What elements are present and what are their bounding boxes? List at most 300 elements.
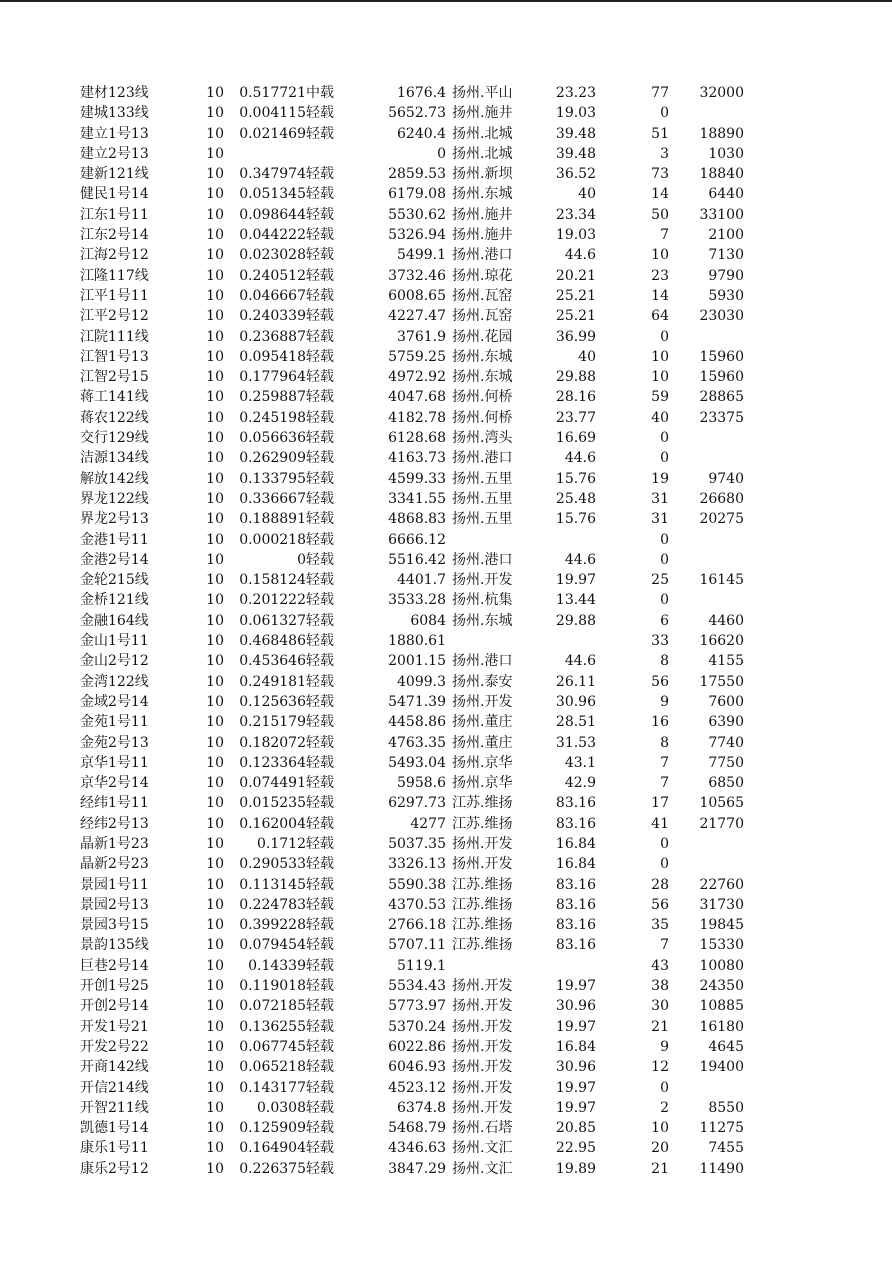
cell-line-name: 金苑1号11 — [80, 714, 149, 731]
cell-substation: 扬州.开发 — [452, 835, 513, 852]
table-row — [0, 834, 892, 854]
cell-amount: 11490 — [699, 1160, 744, 1177]
cell-load-rate: 0.125636 — [239, 693, 306, 710]
table-row — [0, 205, 892, 225]
table-row — [0, 245, 892, 265]
cell-line-name: 金港2号14 — [80, 551, 149, 568]
cell-line-name: 康乐1号11 — [80, 1140, 149, 1157]
cell-load-rate: 0.226375 — [239, 1160, 306, 1177]
cell-distance: 19.97 — [555, 1079, 596, 1096]
cell-capacity: 4763.35 — [388, 734, 446, 751]
cell-voltage: 10 — [206, 673, 224, 690]
cell-count: 17 — [651, 795, 669, 812]
cell-voltage: 10 — [206, 714, 224, 731]
cell-substation: 扬州.开发 — [452, 856, 513, 873]
cell-load-level: 轻载 — [306, 653, 334, 670]
cell-line-name: 晶新1号23 — [80, 835, 149, 852]
cell-distance: 23.23 — [555, 85, 596, 101]
cell-amount: 10565 — [699, 795, 744, 812]
cell-amount: 23375 — [699, 409, 744, 426]
cell-amount: 23030 — [699, 308, 744, 325]
cell-amount: 15330 — [699, 937, 744, 954]
cell-capacity: 5370.24 — [388, 1018, 446, 1035]
cell-load-level: 轻载 — [306, 775, 334, 792]
cell-amount: 10080 — [699, 957, 744, 974]
cell-load-rate: 0.044222 — [239, 227, 306, 244]
cell-substation: 扬州.施井 — [452, 206, 513, 223]
cell-load-rate: 0.347974 — [239, 166, 306, 183]
cell-capacity: 4047.68 — [388, 389, 446, 406]
cell-distance: 30.96 — [555, 1059, 596, 1076]
table-row — [0, 530, 892, 550]
table-row — [0, 895, 892, 915]
table-row — [0, 854, 892, 874]
table-row — [0, 428, 892, 448]
cell-distance: 20.85 — [555, 1120, 596, 1137]
cell-count: 7 — [660, 775, 669, 792]
table-row — [0, 672, 892, 692]
cell-capacity: 5499.1 — [397, 247, 446, 264]
cell-distance: 16.69 — [555, 430, 596, 447]
cell-distance: 83.16 — [555, 876, 596, 893]
cell-distance: 30.96 — [555, 693, 596, 710]
cell-capacity: 3732.46 — [388, 267, 446, 284]
cell-load-level: 轻载 — [306, 450, 334, 467]
cell-line-name: 健民1号14 — [80, 186, 149, 203]
cell-count: 20 — [651, 1140, 669, 1157]
cell-substation: 扬州.京华 — [452, 775, 513, 792]
cell-capacity: 6666.12 — [388, 531, 446, 548]
cell-amount: 31730 — [699, 896, 744, 913]
cell-load-rate: 0.399228 — [239, 917, 306, 934]
cell-voltage: 10 — [206, 430, 224, 447]
cell-voltage: 10 — [206, 247, 224, 264]
cell-distance: 15.76 — [555, 511, 596, 528]
cell-voltage: 10 — [206, 348, 224, 365]
cell-count: 43 — [651, 957, 669, 974]
cell-load-rate: 0.061327 — [239, 612, 306, 629]
cell-load-level: 轻载 — [306, 1099, 334, 1116]
cell-amount: 8550 — [708, 1099, 744, 1116]
cell-load-level: 轻载 — [306, 714, 334, 731]
table-row — [0, 814, 892, 834]
table-row — [0, 1078, 892, 1098]
cell-substation: 扬州.北城 — [452, 145, 513, 162]
cell-distance: 44.6 — [564, 247, 596, 264]
cell-count: 8 — [660, 653, 669, 670]
cell-capacity: 5958.6 — [397, 775, 446, 792]
cell-line-name: 京华2号14 — [80, 775, 149, 792]
cell-count: 0 — [660, 856, 669, 873]
cell-load-level: 轻载 — [306, 1120, 334, 1137]
cell-load-rate: 0.056636 — [239, 430, 306, 447]
cell-count: 9 — [660, 1038, 669, 1055]
cell-voltage: 10 — [206, 85, 224, 101]
cell-load-level: 轻载 — [306, 998, 334, 1015]
cell-load-rate: 0.065218 — [239, 1059, 306, 1076]
cell-amount: 28865 — [699, 389, 744, 406]
cell-capacity: 6084 — [410, 612, 446, 629]
cell-load-level: 轻载 — [306, 734, 334, 751]
cell-distance: 36.52 — [555, 166, 596, 183]
cell-capacity: 4346.63 — [388, 1140, 446, 1157]
cell-load-rate: 0.245198 — [239, 409, 306, 426]
cell-line-name: 建立1号13 — [80, 125, 149, 142]
cell-amount: 16620 — [699, 633, 744, 650]
cell-count: 14 — [651, 287, 669, 304]
table-row — [0, 144, 892, 164]
cell-distance: 23.77 — [555, 409, 596, 426]
table-row — [0, 103, 892, 123]
cell-count: 0 — [660, 592, 669, 609]
cell-line-name: 凯德1号14 — [80, 1120, 149, 1137]
cell-voltage: 10 — [206, 957, 224, 974]
cell-distance: 83.16 — [555, 917, 596, 934]
cell-capacity: 6046.93 — [388, 1059, 446, 1076]
cell-capacity: 5707.11 — [388, 937, 446, 954]
cell-voltage: 10 — [206, 572, 224, 589]
cell-count: 0 — [660, 450, 669, 467]
cell-load-rate: 0.14339 — [248, 957, 306, 974]
table-row — [0, 875, 892, 895]
cell-voltage: 10 — [206, 125, 224, 142]
cell-load-level: 轻载 — [306, 470, 334, 487]
table-row — [0, 935, 892, 955]
table-row — [0, 956, 892, 976]
cell-count: 7 — [660, 754, 669, 771]
cell-amount: 16145 — [699, 572, 744, 589]
table-row — [0, 306, 892, 326]
cell-capacity: 5534.43 — [388, 978, 446, 995]
cell-count: 21 — [651, 1018, 669, 1035]
table-row — [0, 915, 892, 935]
cell-capacity: 4523.12 — [388, 1079, 446, 1096]
cell-substation: 江苏.维扬 — [452, 896, 513, 913]
cell-capacity: 2001.15 — [388, 653, 446, 670]
cell-capacity: 4868.83 — [388, 511, 446, 528]
cell-amount: 19400 — [699, 1059, 744, 1076]
cell-distance: 28.16 — [555, 389, 596, 406]
cell-substation: 扬州.东城 — [452, 348, 513, 365]
cell-count: 12 — [651, 1059, 669, 1076]
cell-count: 10 — [651, 369, 669, 386]
cell-distance: 40 — [578, 186, 596, 203]
cell-voltage: 10 — [206, 1059, 224, 1076]
table-row — [0, 408, 892, 428]
cell-voltage: 10 — [206, 937, 224, 954]
cell-substation: 扬州.五里 — [452, 511, 513, 528]
cell-load-level: 轻载 — [306, 369, 334, 386]
cell-line-name: 江东2号14 — [80, 227, 149, 244]
cell-substation: 扬州.施井 — [452, 105, 513, 122]
cell-count: 40 — [651, 409, 669, 426]
cell-substation: 扬州.平山 — [452, 85, 513, 101]
cell-load-rate: 0.259887 — [239, 389, 306, 406]
cell-distance: 29.88 — [555, 612, 596, 629]
cell-substation: 扬州.文汇 — [452, 1160, 513, 1177]
cell-line-name: 金融164线 — [80, 612, 149, 629]
cell-load-level: 轻载 — [306, 308, 334, 325]
cell-capacity: 2766.18 — [388, 917, 446, 934]
cell-load-rate: 0.224783 — [239, 896, 306, 913]
cell-voltage: 10 — [206, 227, 224, 244]
cell-voltage: 10 — [206, 795, 224, 812]
cell-load-rate: 0.067745 — [239, 1038, 306, 1055]
cell-substation: 扬州.开发 — [452, 1018, 513, 1035]
cell-substation: 扬州.石塔 — [452, 1120, 513, 1137]
cell-distance: 25.48 — [555, 490, 596, 507]
table-row — [0, 976, 892, 996]
cell-line-name: 江隆117线 — [80, 267, 149, 284]
cell-distance: 19.03 — [555, 105, 596, 122]
cell-line-name: 洁源134线 — [80, 450, 149, 467]
cell-line-name: 交行129线 — [80, 430, 149, 447]
cell-voltage: 10 — [206, 592, 224, 609]
cell-distance: 29.88 — [555, 369, 596, 386]
cell-line-name: 江平1号11 — [80, 287, 149, 304]
cell-count: 10 — [651, 247, 669, 264]
cell-distance: 19.97 — [555, 978, 596, 995]
cell-line-name: 建材123线 — [80, 85, 149, 101]
cell-load-rate: 0.113145 — [239, 876, 306, 893]
cell-voltage: 10 — [206, 1120, 224, 1137]
cell-substation: 扬州.花园 — [452, 328, 513, 345]
cell-voltage: 10 — [206, 369, 224, 386]
cell-count: 0 — [660, 328, 669, 345]
cell-voltage: 10 — [206, 551, 224, 568]
cell-load-rate: 0.262909 — [239, 450, 306, 467]
cell-count: 35 — [651, 917, 669, 934]
cell-line-name: 金域2号14 — [80, 693, 149, 710]
cell-count: 8 — [660, 734, 669, 751]
cell-load-level: 轻载 — [306, 572, 334, 589]
cell-substation: 扬州.瓦窑 — [452, 308, 513, 325]
cell-amount: 9740 — [708, 470, 744, 487]
cell-capacity: 5037.35 — [388, 835, 446, 852]
cell-load-level: 轻载 — [306, 348, 334, 365]
cell-count: 6 — [660, 612, 669, 629]
cell-amount: 6440 — [708, 186, 744, 203]
cell-line-name: 景园2号13 — [80, 896, 149, 913]
cell-voltage: 10 — [206, 1099, 224, 1116]
table-row — [0, 509, 892, 529]
cell-substation: 扬州.北城 — [452, 125, 513, 142]
table-row — [0, 611, 892, 631]
cell-capacity: 6240.4 — [397, 125, 446, 142]
cell-load-level: 中载 — [306, 85, 334, 101]
cell-load-level: 轻载 — [306, 633, 334, 650]
table-row — [0, 550, 892, 570]
table-row — [0, 225, 892, 245]
cell-load-rate: 0.240512 — [239, 267, 306, 284]
cell-voltage: 10 — [206, 917, 224, 934]
cell-distance: 26.11 — [555, 673, 596, 690]
cell-voltage: 10 — [206, 287, 224, 304]
cell-load-rate: 0.074491 — [239, 775, 306, 792]
cell-amount: 18840 — [699, 166, 744, 183]
cell-load-rate: 0.517721 — [239, 85, 306, 101]
cell-line-name: 京华1号11 — [80, 754, 149, 771]
cell-amount: 20275 — [699, 511, 744, 528]
cell-capacity: 5468.79 — [388, 1120, 446, 1137]
cell-capacity: 4370.53 — [388, 896, 446, 913]
cell-capacity: 3341.55 — [388, 490, 446, 507]
cell-capacity: 4227.47 — [388, 308, 446, 325]
cell-line-name: 金山1号11 — [80, 633, 149, 650]
cell-voltage: 10 — [206, 1160, 224, 1177]
cell-substation: 江苏.维扬 — [452, 815, 513, 832]
cell-substation: 扬州.琼花 — [452, 267, 513, 284]
cell-count: 19 — [651, 470, 669, 487]
cell-distance: 19.89 — [555, 1160, 596, 1177]
cell-load-level: 轻载 — [306, 389, 334, 406]
cell-count: 0 — [660, 551, 669, 568]
table-row — [0, 124, 892, 144]
table-row — [0, 347, 892, 367]
cell-amount: 21770 — [699, 815, 744, 832]
cell-load-level: 轻载 — [306, 856, 334, 873]
cell-amount: 1030 — [708, 145, 744, 162]
cell-voltage: 10 — [206, 856, 224, 873]
cell-load-rate: 0.240339 — [239, 308, 306, 325]
cell-line-name: 建新121线 — [80, 166, 149, 183]
cell-voltage: 10 — [206, 531, 224, 548]
cell-amount: 2100 — [708, 227, 744, 244]
cell-voltage: 10 — [206, 511, 224, 528]
cell-load-rate: 0.1712 — [257, 835, 306, 852]
cell-load-level: 轻载 — [306, 1059, 334, 1076]
cell-load-rate: 0.249181 — [239, 673, 306, 690]
cell-capacity: 4182.78 — [388, 409, 446, 426]
cell-amount: 10885 — [699, 998, 744, 1015]
cell-load-rate: 0.098644 — [239, 206, 306, 223]
cell-count: 41 — [651, 815, 669, 832]
cell-amount: 22760 — [699, 876, 744, 893]
cell-substation: 扬州.杭集 — [452, 592, 513, 609]
cell-distance: 83.16 — [555, 795, 596, 812]
cell-voltage: 10 — [206, 409, 224, 426]
table-row — [0, 286, 892, 306]
cell-substation: 扬州.瓦窑 — [452, 287, 513, 304]
cell-count: 50 — [651, 206, 669, 223]
cell-count: 33 — [651, 633, 669, 650]
cell-amount: 26680 — [699, 490, 744, 507]
cell-voltage: 10 — [206, 815, 224, 832]
table-row — [0, 590, 892, 610]
cell-voltage: 10 — [206, 653, 224, 670]
cell-distance: 39.48 — [555, 145, 596, 162]
cell-voltage: 10 — [206, 308, 224, 325]
cell-voltage: 10 — [206, 998, 224, 1015]
cell-load-level: 轻载 — [306, 186, 334, 203]
cell-voltage: 10 — [206, 450, 224, 467]
cell-count: 31 — [651, 490, 669, 507]
cell-load-rate: 0.468486 — [239, 633, 306, 650]
cell-count: 30 — [651, 998, 669, 1015]
cell-line-name: 江东1号11 — [80, 206, 149, 223]
cell-substation: 扬州.开发 — [452, 1038, 513, 1055]
cell-distance: 22.95 — [555, 1140, 596, 1157]
cell-load-rate: 0.453646 — [239, 653, 306, 670]
cell-amount: 7130 — [708, 247, 744, 264]
cell-amount: 6850 — [708, 775, 744, 792]
cell-line-name: 蒋农122线 — [80, 409, 149, 426]
cell-amount: 7740 — [708, 734, 744, 751]
cell-substation: 扬州.董庄 — [452, 714, 513, 731]
cell-amount: 15960 — [699, 348, 744, 365]
cell-count: 10 — [651, 348, 669, 365]
table-row — [0, 996, 892, 1016]
table-row — [0, 712, 892, 732]
cell-load-rate: 0.046667 — [239, 287, 306, 304]
table-row — [0, 692, 892, 712]
table-row — [0, 83, 892, 103]
cell-load-level: 轻载 — [306, 166, 334, 183]
cell-voltage: 10 — [206, 633, 224, 650]
cell-load-level: 轻载 — [306, 1079, 334, 1096]
cell-substation: 扬州.何桥 — [452, 389, 513, 406]
cell-substation: 扬州.东城 — [452, 369, 513, 386]
cell-capacity: 4277 — [410, 815, 446, 832]
cell-count: 0 — [660, 105, 669, 122]
cell-count: 0 — [660, 1079, 669, 1096]
cell-distance: 36.99 — [555, 328, 596, 345]
cell-line-name: 蒋工141线 — [80, 389, 149, 406]
cell-line-name: 景园1号11 — [80, 876, 149, 893]
cell-line-name: 解放142线 — [80, 470, 149, 487]
cell-line-name: 金湾122线 — [80, 673, 149, 690]
cell-line-name: 江智1号13 — [80, 348, 149, 365]
spreadsheet-table — [0, 83, 892, 1179]
table-row — [0, 793, 892, 813]
cell-load-level: 轻载 — [306, 795, 334, 812]
table-row — [0, 1098, 892, 1118]
cell-distance: 40 — [578, 348, 596, 365]
table-row — [0, 753, 892, 773]
cell-substation: 扬州.泰安 — [452, 673, 513, 690]
cell-capacity: 2859.53 — [388, 166, 446, 183]
cell-distance: 83.16 — [555, 896, 596, 913]
cell-count: 0 — [660, 835, 669, 852]
cell-distance: 19.97 — [555, 1099, 596, 1116]
cell-substation: 扬州.开发 — [452, 1099, 513, 1116]
cell-amount: 19845 — [699, 917, 744, 934]
cell-voltage: 10 — [206, 1018, 224, 1035]
cell-load-level: 轻载 — [306, 1140, 334, 1157]
cell-count: 14 — [651, 186, 669, 203]
cell-count: 2 — [660, 1099, 669, 1116]
cell-load-rate: 0.051345 — [239, 186, 306, 203]
cell-load-rate: 0.123364 — [239, 754, 306, 771]
cell-distance: 44.6 — [564, 653, 596, 670]
cell-load-rate: 0.143177 — [239, 1079, 306, 1096]
cell-substation: 江苏.维扬 — [452, 937, 513, 954]
cell-amount: 7600 — [708, 693, 744, 710]
cell-load-level: 轻载 — [306, 592, 334, 609]
cell-line-name: 江平2号12 — [80, 308, 149, 325]
cell-amount: 7750 — [708, 754, 744, 771]
cell-capacity: 5326.94 — [388, 227, 446, 244]
cell-voltage: 10 — [206, 612, 224, 629]
cell-load-level: 轻载 — [306, 206, 334, 223]
cell-substation: 扬州.五里 — [452, 490, 513, 507]
cell-capacity: 4163.73 — [388, 450, 446, 467]
table-row — [0, 1138, 892, 1158]
cell-load-rate: 0.015235 — [239, 795, 306, 812]
cell-line-name: 江海2号12 — [80, 247, 149, 264]
cell-load-rate: 0.136255 — [239, 1018, 306, 1035]
cell-load-level: 轻载 — [306, 531, 334, 548]
